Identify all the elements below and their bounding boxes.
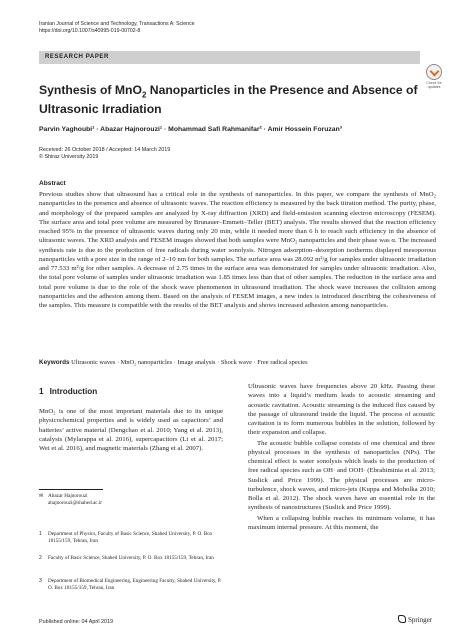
author-list: Parvin Yaghoubi¹ · Abazar Hajnorouzi¹ · Mohammad Safi Rahmanifar² · Amir Hossein Foruzan³ [39,126,343,133]
keywords-line [39,359,439,366]
published-online-date: Published online: 04 April 2019 [39,619,114,625]
intro-paragraph-bubble-collapse: The acoustic bubble collapse consists of one chemical and three physical processes in the synthesis of nanoparticles (NPs). The chemical effect is water sonolysis which leads to the production of free radical species such as OH· and OOH· (Ebrahiminia et al. 2013; Suslick and Price 1999). The physical processes are micro-turbulence, shock waves, and micro-jets (Kuppa and Moholka 2010; Bolla et al. 2012). The shock waves have an essential role in the synthesis of nanostructures (Suslick and Price 1999). [248,439,435,512]
journal-doi[interactable]: https://doi.org/10.1007/s40995-019-00702-8 [39,28,141,34]
intro-paragraph-collapsing-bubble: When a collapsing bubble reaches its minimum volume, it has maximum internal pressure. At this moment, the [248,514,435,531]
check-for-updates-badge[interactable] [420,64,448,89]
intro-paragraph-ultrasonic: Ultrasonic waves have frequencies above 20 kHz. Passing these waves into a liquid’s medium leads to acoustic streaming and acoustic cavitation. Acoustic streaming is the induced flux caused by the passage of ultrasound inside the liquid. The process of acoustic cavitation is to form numerous bubbles in the solution, followed by their expansion and collapse. [248,383,435,437]
section-heading-introduction [39,387,103,396]
corresponding-author-email[interactable]: ahajnorouzi@shahed.ac.ir [48,499,103,506]
copyright-line: © Shiraz University 2019 [39,154,99,160]
received-accepted-dates: Received: 26 October 2018 / Accepted: 14 March 2019 [39,147,171,153]
right-column-body [248,382,435,532]
footnote-divider [39,489,103,490]
publisher-logo [398,615,432,624]
publisher-name: Springer [408,616,433,624]
affiliation-3: 3 Department of Biomedical Engineering, Engineering Faculty, Shahed University, P. O. Box 18155/159, Tehran, Iran [39,578,222,591]
section-number: 1 [39,387,44,396]
abstract-heading: Abstract [39,180,66,187]
left-column-body [39,407,223,453]
intro-paragraph-1: MnO₂ is one of the most important materials due to its unique physicochemical properties and is widely used as capacitors’ and batteries’ active material (Dengchao et al. 2010; Yang et al. 2013), catalysts (Mylarappa et al. 2016), supercapacitors (Li et al. 2017; Wei et al. 2016), and magnetic materials (Zhang et al. 2007). [39,408,223,452]
corresponding-author-name: Abazar Hajnorouzi [48,493,88,499]
check-updates-label: Check for updates [426,81,442,90]
section-title: Introduction [49,387,98,396]
check-updates-icon [426,64,442,80]
journal-name: Iranian Journal of Science and Technology, Transactions A: Science [39,21,195,27]
journal-header [39,21,399,35]
keywords-label: Keywords [39,359,70,366]
envelope-icon: ✉ [39,493,44,499]
corresponding-author-note [39,493,223,507]
article-type-banner [39,51,420,64]
article-type-label: RESEARCH PAPER [45,54,109,60]
keywords-list: Ultrasonic waves · MnO₂ nanoparticles · Image analysis · Shock wave · Free radical species [71,359,308,366]
affiliation-1: 1 Department of Physics, Faculty of Basic Science, Shahed University, P. O. Box 18155/159, Tehran, Iran [39,531,213,544]
abstract-text: Previous studies show that ultrasound has a critical role in the synthesis of nanoparticles. In this paper, we compare the synthesis of MnO₂ nanoparticles in the presence and absence of ultrasonic waves. The reaction efficiency is measured by the back titration method. The purity, phase, and morphology of the prepared samples are analyzed by X-ray diffraction (XRD) and field-emission scanning electron microscopy (FESEM). The surface area and total pore volume are measured by Brunauer–Emmett–Teller (BET) analysis. The results showed that the reaction efficiency reached 95% in the presence of ultrasonic waves during only 20 min, while it needed more than 6 h to reach such efficiency in the absence of ultrasonic waves. The XRD analysis and FESEM images showed that both samples were MnO₂ nanoparticles and their phase was α. The increased synthesis rate is due to the production of free radicals during water sonolysis. Nitrogen adsorption–desorption isotherms displayed mesoporous nanoparticles with a pore size in the range of 2–10 nm for both samples. The surface area was 28.092 m²/g for samples under ultrasonic irradiation and 77.533 m²/g for other samples. A decrease of 2.75 times in the surface area was demonstrated for samples under ultrasonic irradiation. Also, the total pore volume of samples under ultrasonic irradiation was 1.85 times less than that of other samples. The reduction in the surface area and total pore volume is due to the role of the shock wave phenomenon in ultrasound irradiation. The shock wave increases the collision among nanoparticles and the adhesion among them. Based on the analysis of FESEM images, a new index is introduced describing the cohesiveness of the samples. This measure is compatible with the results of the BET analysis and shows increased adhesion among nanoparticles. [39,191,436,309]
publication-dates [39,147,359,161]
affiliation-2: 2 Faculty of Basic Science, Shahed University, P. O. Box 18155/159, Tehran, Iran [39,555,214,561]
springer-horse-icon [398,615,406,623]
paper-title: Synthesis of MnO$_2$ Nanoparticles in the Presence and Absence of Ultrasonic Irradiation [39,83,418,117]
